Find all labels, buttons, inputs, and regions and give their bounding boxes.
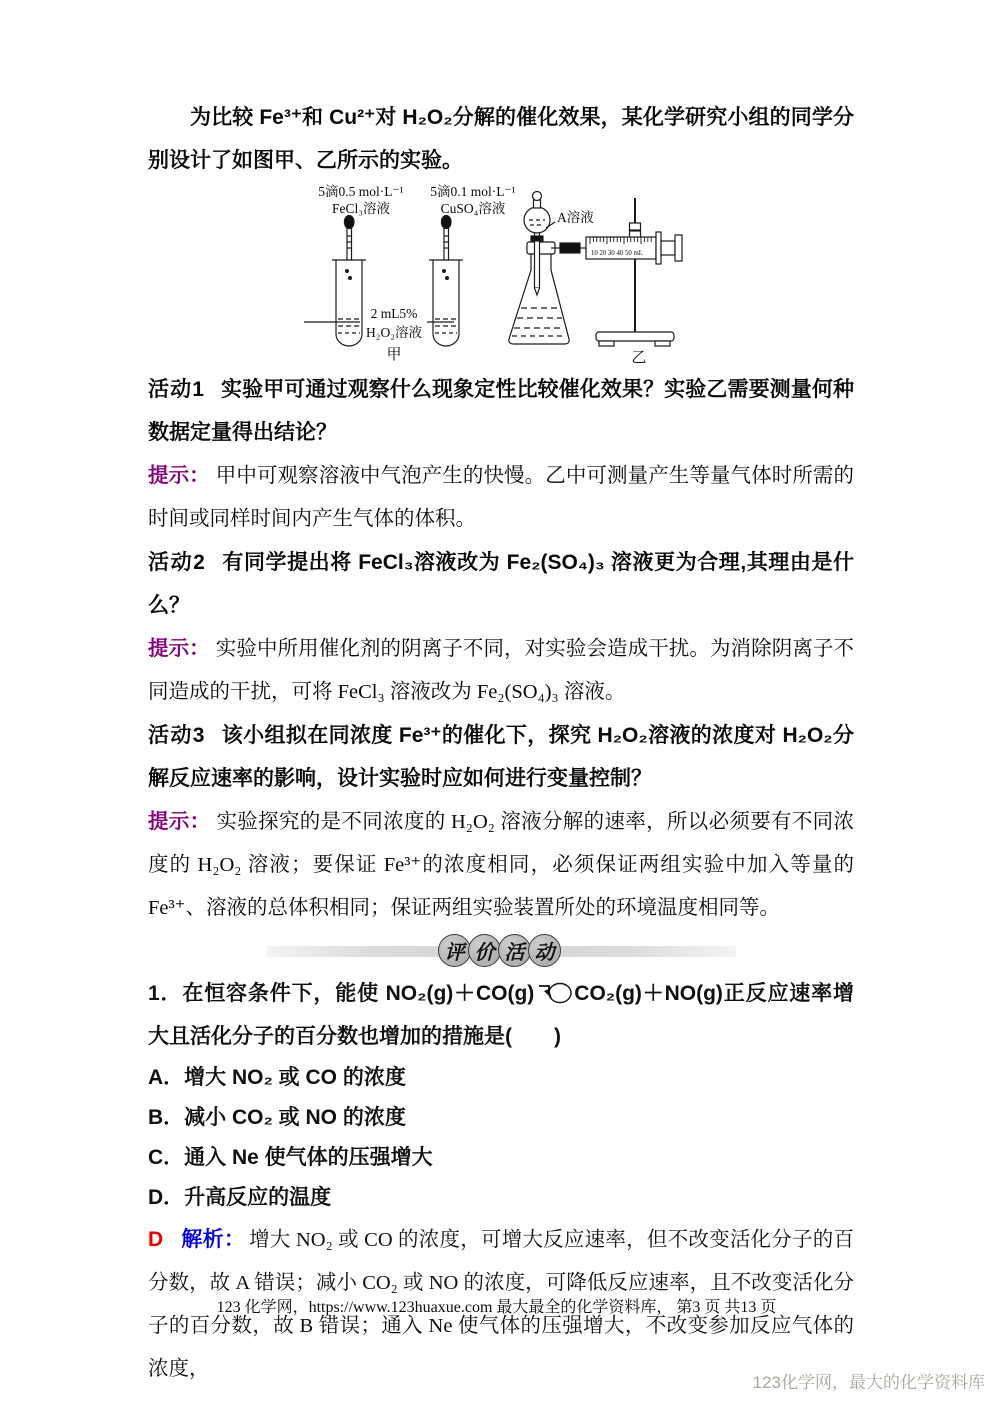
h2o2-label-line2: H₂O₂溶液 bbox=[366, 325, 422, 340]
banner-coins bbox=[441, 934, 561, 967]
bubble-icon bbox=[346, 270, 349, 273]
banner-coin: 活 bbox=[498, 934, 531, 967]
question-1 bbox=[148, 972, 854, 1058]
dropper-icon bbox=[441, 216, 451, 261]
bubble-icon bbox=[443, 270, 446, 273]
page-footer: 123 化学网，https://www.123huaxue.com 最大最全的化学资料库， 第3 页 共13 页 bbox=[216, 1299, 777, 1316]
option-c: C．通入 Ne 使气体的压强增大 bbox=[148, 1146, 433, 1169]
apparatus-drawing bbox=[296, 182, 766, 368]
banner-coin: 动 bbox=[528, 934, 561, 967]
banner-coin: 价 bbox=[468, 934, 501, 967]
intro-paragraph: 为比较 Fe³⁺和 Cu²⁺对 H₂O₂分解的催化效果，某化学研究小组的同学分别设计了如图甲、乙所示的实验。 bbox=[148, 106, 854, 172]
tube2-label-line1: 5滴0.1 mol·L⁻¹ bbox=[430, 184, 516, 199]
hint-2-label: 提示： bbox=[148, 637, 210, 660]
question-1-pre: 1．在恒容条件下，能使 NO₂(g)＋CO(g) bbox=[148, 982, 535, 1005]
activity-2-question bbox=[148, 541, 854, 627]
experiment-diagram bbox=[296, 182, 854, 368]
stand-icon bbox=[596, 198, 674, 346]
banner-coin: 评 bbox=[438, 934, 471, 967]
option-b: B．减小 CO₂ 或 NO 的浓度 bbox=[148, 1106, 406, 1129]
answer-analysis-label: 解析： bbox=[181, 1228, 246, 1251]
answer-analysis-text: 增大 NO₂ 或 CO 的浓度，可增大反应速率，但不改变活化分子的百分数，故 A 错误；减小 CO₂ 或 NO 的浓度，可降低反应速率，且不改变活化分子的百分数，故 B 错误；通入 Ne 使气体的压强增大，不改变参加反应气体的浓度， bbox=[148, 1229, 855, 1380]
activity-2-text: 有同学提出将 FeCl₃溶液改为 Fe₂(SO₄)₃ 溶液更为合理,其理由是什么？ bbox=[148, 551, 855, 617]
syringe-icon bbox=[586, 232, 682, 264]
tube2-label-line2: CuSO₄溶液 bbox=[440, 201, 506, 216]
funnel-label: A溶液 bbox=[557, 210, 594, 225]
equilibrium-symbol-icon bbox=[536, 982, 572, 1004]
activity-1-number: 活动1 bbox=[148, 378, 205, 401]
option-d: D．升高反应的温度 bbox=[148, 1186, 332, 1209]
dropper-icon bbox=[344, 216, 354, 261]
hint-1 bbox=[148, 454, 854, 541]
hint-3-label: 提示： bbox=[148, 810, 211, 833]
activity-3-question bbox=[148, 714, 854, 800]
diagram-label-jia: 甲 bbox=[386, 347, 402, 363]
answer-letter: D bbox=[148, 1228, 164, 1251]
rubber-connector-icon bbox=[560, 243, 580, 253]
question-1-options bbox=[148, 1058, 854, 1218]
hint-3-text: 实验探究的是不同浓度的 H₂O₂ 溶液分解的速率，所以必须要有不同浓度的 H₂O₂ 溶液；要保证 Fe³⁺的浓度相同，必须保证两组实验中加入等量的 Fe³⁺、溶液的总体积相同；保证两组实验装置所处的环境温度相同等。 bbox=[148, 811, 855, 919]
evaluation-activity-banner bbox=[148, 933, 854, 969]
bubble-icon bbox=[349, 277, 352, 280]
h2o2-label-line1: 2 mL5% bbox=[370, 306, 418, 321]
hint-2-text: 实验中所用催化剂的阴离子不同，对实验会造成干扰。为消除阴离子不同造成的干扰，可将 FeCl₃ 溶液改为 Fe₂(SO₄)₃ 溶液。 bbox=[148, 638, 855, 703]
hint-1-label: 提示： bbox=[148, 464, 210, 487]
activity-1-question bbox=[148, 368, 854, 454]
tube1-label-line1: 5滴0.5 mol·L⁻¹ bbox=[318, 184, 404, 199]
site-watermark: 123化学网，最大的化学资料库 bbox=[752, 1373, 985, 1392]
activity-3-text: 该小组拟在同浓度 Fe³⁺的催化下，探究 H₂O₂溶液的浓度对 H₂O₂分解反应速率的影响，设计实验时应如何进行变量控制？ bbox=[148, 724, 854, 790]
hint-3 bbox=[148, 800, 854, 930]
question-1-post: CO₂(g)＋NO(g)正反应速率增大且活化分子的百分数也增加的措施是( ) bbox=[148, 982, 854, 1048]
option-a: A．增大 NO₂ 或 CO 的浓度 bbox=[148, 1066, 406, 1089]
bubble-icon bbox=[446, 277, 449, 280]
content-column bbox=[148, 96, 854, 1391]
activity-2-number: 活动2 bbox=[148, 551, 206, 574]
activity-1-text: 实验甲可通过观察什么现象定性比较催化效果？实验乙需要测量何种数据定量得出结论？ bbox=[148, 378, 854, 444]
hint-1-text: 甲中可观察溶液中气泡产生的快慢。乙中可测量产生等量气体时所需的时间或同样时间内产生气体的体积。 bbox=[148, 465, 855, 530]
activity-3-number: 活动3 bbox=[148, 724, 206, 747]
syringe-scale-label: 10 20 30 40 50 mL bbox=[591, 250, 643, 257]
hint-2 bbox=[148, 627, 854, 714]
tube1-label-line2: FeCl₃溶液 bbox=[332, 201, 390, 216]
diagram-label-yi: 乙 bbox=[631, 350, 647, 366]
